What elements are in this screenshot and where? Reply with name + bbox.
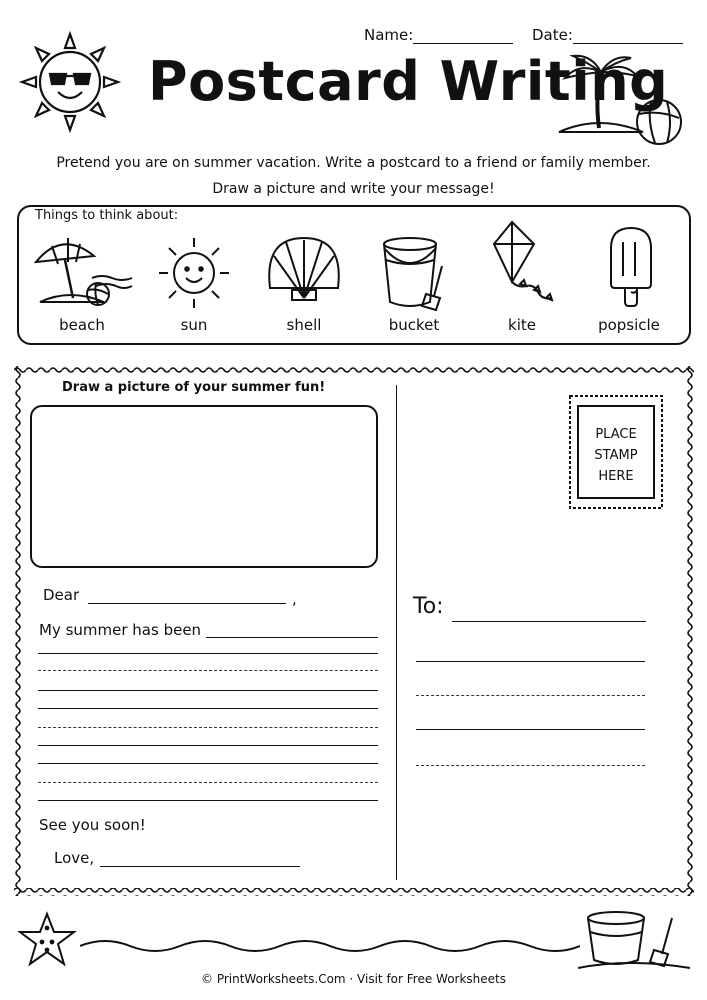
address-guide-2 (416, 765, 645, 766)
stamp-text (580, 424, 652, 487)
writing-line-1[interactable] (38, 653, 378, 654)
writing-line-3[interactable] (38, 708, 378, 709)
footer-credit: © PrintWorksheets.Com · Visit for Free Worksheets (201, 972, 506, 986)
see-you-soon: See you soon! (39, 816, 146, 834)
date-line[interactable] (573, 30, 683, 44)
bucket-icon (380, 232, 456, 312)
think-item-label-sun: sun (180, 316, 208, 334)
writing-line-2[interactable] (38, 690, 378, 691)
think-item-label-kite: kite (508, 316, 536, 334)
instructions-line-1: Pretend you are on summer vacation. Write a postcard to a friend or family member. (56, 155, 651, 171)
name-label: Name: (364, 26, 414, 44)
dear-name-line[interactable] (88, 603, 286, 604)
summer-line[interactable] (206, 637, 378, 638)
popsicle-icon (603, 224, 659, 308)
instructions-line-2: Draw a picture and write your message! (212, 181, 495, 197)
dear-comma: , (292, 590, 297, 608)
postcard-divider (396, 385, 397, 880)
writing-line-5[interactable] (38, 763, 378, 764)
writing-guide-3 (38, 782, 378, 783)
beach-umbrella-icon (32, 232, 136, 312)
stamp-line-1: PLACE (595, 427, 637, 442)
kite-icon (490, 218, 560, 310)
date-field[interactable] (532, 26, 683, 44)
shell-icon (264, 234, 344, 308)
name-field[interactable] (364, 26, 513, 44)
dear-label: Dear (43, 586, 80, 604)
think-item-label-shell: shell (286, 316, 322, 334)
palm-island-icon (555, 50, 687, 148)
writing-line-4[interactable] (38, 745, 378, 746)
love-signature-line[interactable] (100, 866, 300, 867)
think-item-label-beach: beach (59, 316, 105, 334)
sand-wave-line (80, 932, 580, 954)
sun-icon (155, 234, 233, 312)
page-title: Postcard Writing (148, 50, 669, 113)
stamp-line-3: HERE (598, 469, 634, 484)
writing-guide-2 (38, 727, 378, 728)
sand-bucket-icon (578, 908, 690, 972)
love-label: Love, (54, 849, 95, 867)
think-about-heading: Things to think about: (35, 208, 179, 223)
summer-prompt: My summer has been (39, 621, 202, 639)
drawing-area[interactable] (30, 405, 378, 568)
name-line[interactable] (413, 30, 513, 44)
writing-guide-1 (38, 670, 378, 671)
think-item-label-popsicle: popsicle (598, 316, 660, 334)
address-line-3[interactable] (416, 729, 645, 730)
address-line-1[interactable] (452, 621, 646, 622)
sun-sunglasses-icon (14, 26, 126, 138)
writing-line-6[interactable] (38, 800, 378, 801)
draw-prompt: Draw a picture of your summer fun! (62, 380, 326, 395)
date-label: Date: (532, 26, 573, 44)
to-label: To: (413, 594, 444, 619)
starfish-icon (14, 910, 80, 970)
instructions (0, 150, 707, 202)
address-guide-1 (416, 695, 645, 696)
think-item-label-bucket: bucket (388, 316, 440, 334)
stamp-line-2: STAMP (594, 448, 638, 463)
address-line-2[interactable] (416, 661, 645, 662)
